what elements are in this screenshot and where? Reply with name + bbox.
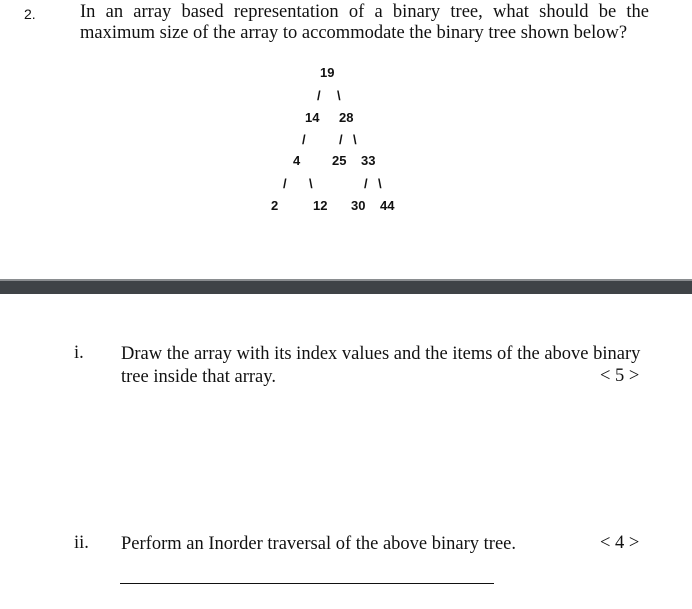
- tree-node-12: 12: [313, 198, 328, 213]
- tree-node-28: 28: [339, 110, 354, 125]
- tree-edge: /: [302, 132, 306, 147]
- tree-node-44: 44: [380, 198, 395, 213]
- tree-edge: /: [364, 176, 368, 191]
- binary-tree-diagram: [0, 0, 692, 230]
- subquestion-ii-marks: < 4 >: [600, 533, 640, 553]
- question-text: In an array based representation of a binary tree, what should be the maximum size of the array to accommodate the binary tree shown below?: [80, 2, 649, 43]
- tree-edge: \: [337, 88, 341, 103]
- answer-line[interactable]: [120, 583, 494, 584]
- tree-edge: /: [283, 176, 287, 191]
- question-number: 2.: [24, 6, 36, 22]
- subquestion-ii-label: ii.: [74, 533, 89, 553]
- tree-edge: /: [339, 132, 343, 147]
- subquestion-i-line1: Draw the array with its index values and the items of the above binary: [121, 344, 641, 364]
- subquestion-i-label: i.: [74, 343, 84, 363]
- tree-node-14: 14: [305, 110, 320, 125]
- tree-edge: \: [309, 176, 313, 191]
- tree-node-2: 2: [271, 198, 279, 213]
- page-divider: [0, 281, 692, 294]
- tree-node-30: 30: [351, 198, 366, 213]
- tree-node-19: 19: [320, 65, 335, 80]
- subquestion-i-marks: < 5 >: [600, 366, 640, 386]
- tree-node-4: 4: [293, 153, 301, 168]
- tree-node-33: 33: [361, 153, 376, 168]
- tree-edge: /: [317, 88, 321, 103]
- subquestion-ii-text: Perform an Inorder traversal of the above binary tree.: [121, 534, 517, 554]
- subquestion-i-line2: tree inside that array.: [121, 367, 276, 387]
- tree-edge: \: [353, 132, 357, 147]
- tree-edge: \: [378, 176, 382, 191]
- tree-node-25: 25: [332, 153, 347, 168]
